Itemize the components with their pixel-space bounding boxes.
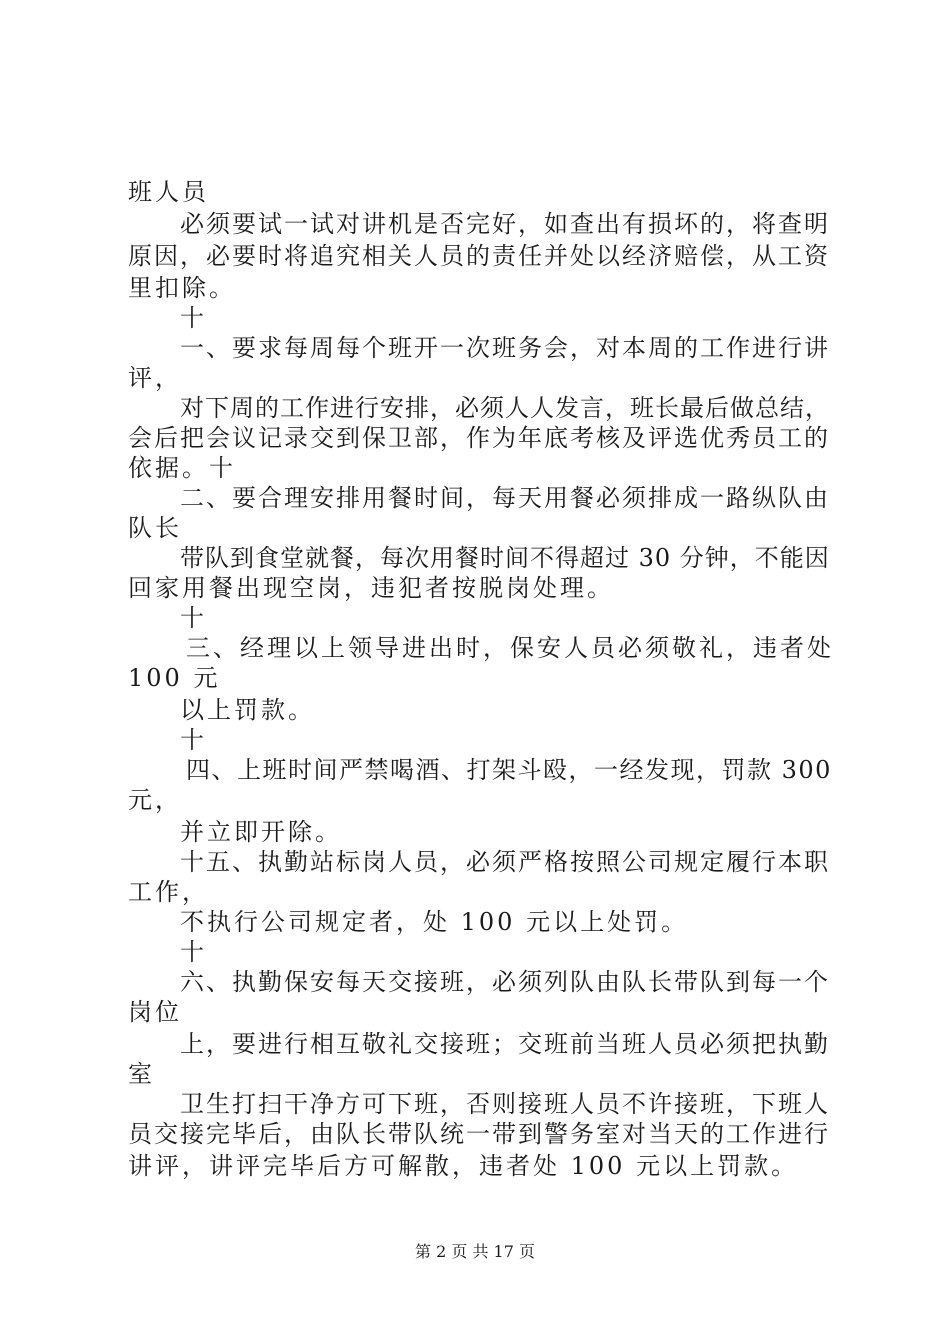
text-line: 十 (180, 304, 207, 332)
text-line: 二、要合理安排用餐时间，每天用餐必须排成一路纵队由 (180, 484, 830, 512)
text-line: 原因，必要时将追究相关人员的责任并处以经济赔偿，从工资 (128, 242, 830, 270)
text-line: 十 (180, 726, 207, 754)
text-line: 评， (128, 364, 182, 392)
text-line: 对下周的工作进行安排，必须人人发言，班长最后做总结， (180, 394, 830, 422)
text-line: 会后把会议记录交到保卫部，作为年底考核及评选优秀员工的 (128, 424, 830, 452)
text-line: 不执行公司规定者，处 100 元以上处罚。 (180, 908, 689, 936)
text-line: 必须要试一试对讲机是否完好，如查出有损坏的，将查明 (180, 210, 830, 238)
text-line: 上，要进行相互敬礼交接班；交班前当班人员必须把执勤 (180, 1030, 830, 1058)
text-line: 一、要求每周每个班开一次班务会，对本周的工作进行讲 (180, 334, 830, 362)
text-line: 班人员 (128, 178, 209, 206)
text-line: 四、上班时间严禁喝酒、打架斗殴，一经发现，罚款 300 (186, 756, 832, 784)
text-line: 十 (180, 604, 207, 632)
text-line: 元， (128, 786, 182, 814)
text-line: 回家用餐出现空岗，违犯者按脱岗处理。 (128, 574, 614, 602)
text-line: 十 (180, 938, 207, 966)
text-line: 讲评，讲评完毕后方可解散，违者处 100 元以上罚款。 (128, 1152, 799, 1180)
text-line: 队长 (128, 514, 182, 542)
text-line: 依据。十 (128, 454, 236, 482)
text-line: 六、执勤保安每天交接班，必须列队由队长带队到每一个 (180, 968, 830, 996)
text-line: 室 (128, 1060, 155, 1088)
text-line: 工作， (128, 878, 209, 906)
text-line: 带队到食堂就餐，每次用餐时间不得超过 30 分钟，不能因 (180, 544, 830, 572)
text-line: 并立即开除。 (180, 818, 342, 846)
text-line: 卫生打扫干净方可下班，否则接班人员不许接班，下班人 (180, 1090, 830, 1118)
text-line: 100 元 (128, 664, 221, 692)
page-footer: 第 2 页 共 17 页 (415, 1242, 535, 1261)
text-line: 岗位 (128, 998, 182, 1026)
text-line: 三、经理以上领导进出时，保安人员必须敬礼，违者处 (186, 634, 834, 662)
text-line: 以上罚款。 (180, 696, 315, 724)
text-line: 里扣除。 (128, 274, 236, 302)
text-line: 员交接完毕后，由队长带队统一带到警务室对当天的工作进行 (128, 1120, 830, 1148)
text-line: 十五、执勤站标岗人员，必须严格按照公司规定履行本职 (180, 848, 830, 876)
